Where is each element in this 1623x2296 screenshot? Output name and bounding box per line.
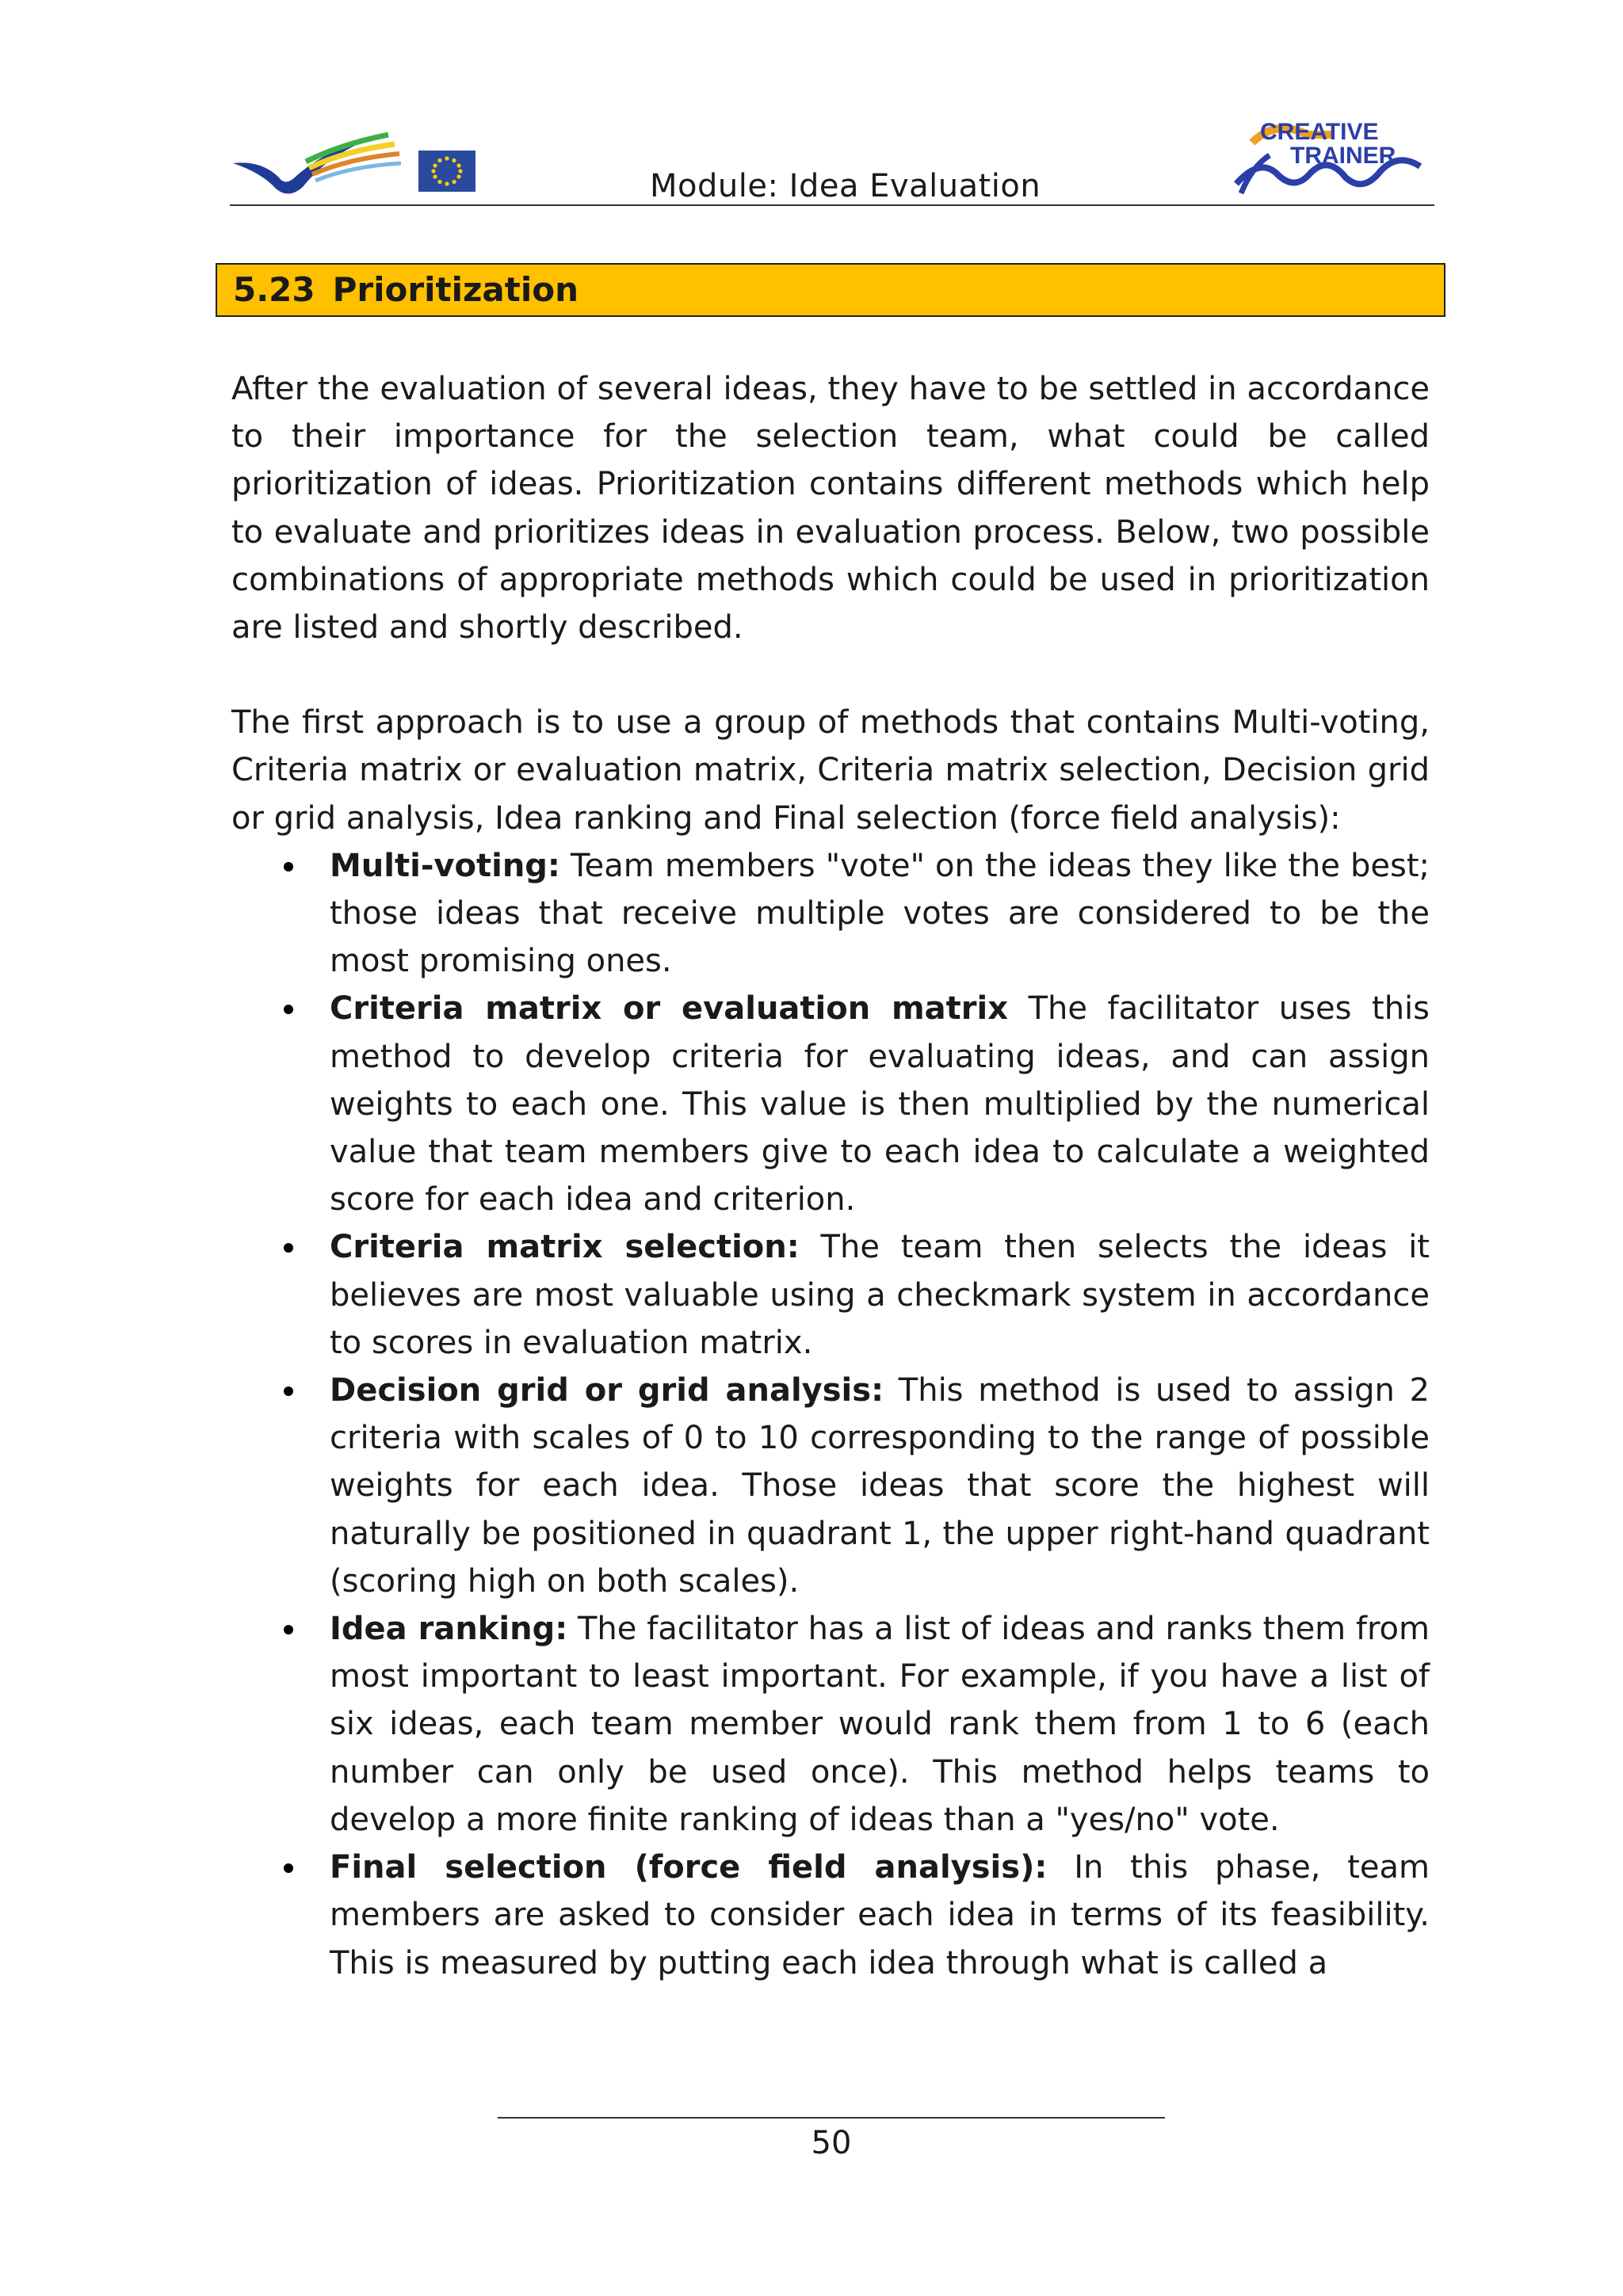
module-title: Module: Idea Evaluation [650,168,1041,204]
method-term: Final selection (force field analysis): [330,1849,1048,1886]
logo-text-creative: CREATIVE [1260,119,1379,145]
list-item [330,1223,1430,1367]
section-title: Prioritization [332,270,579,309]
eu-flag-icon [418,151,475,192]
list-item [330,1367,1430,1605]
method-description: This method is used to assign 2 criteria with scales of 0 to 10 corresponding to the range of possible weights for each idea. Those ideas that score the highest will naturally be positioned in quadrant 1, the upper right-hand quadrant (scoring high on both scales). [330,1372,1430,1600]
method-term: Criteria matrix selection: [330,1229,800,1266]
list-item [330,842,1430,986]
method-description: In this phase, team members are asked to consider each idea in terms of its feasibility. This is measured by putting each idea through what is called a [330,1849,1430,1981]
logo-text-trainer: TRAINER [1290,143,1396,169]
method-term: Decision grid or grid analysis: [330,1372,884,1409]
method-term: Criteria matrix or evaluation matrix [330,990,1008,1028]
method-description: Team members "vote" on the ideas they like the best; those ideas that receive multiple votes are considered to be the most promising ones. [330,847,1430,980]
body-content [231,365,1430,1987]
approach-paragraph: The first approach is to use a group of methods that contains Multi-voting, Criteria matrix or evaluation matrix, Criteria matrix selection, Decision grid or grid analysis, Idea ranking and Final selection (force field analysis): [231,704,1430,837]
section-heading [216,263,1445,317]
list-item [330,985,1430,1223]
creative-trainer-logo-icon [1228,111,1426,198]
header-rule [230,204,1434,206]
page-number: 50 [811,2125,852,2161]
method-description: The facilitator has a list of ideas and ranks them from most important to least important. For example, if you have a list of six ideas, each team member would rank them from 1 to 6 (each number can only be used once). This method helps teams to develop a more finite ranking of ideas than a "yes/no" vote. [330,1611,1430,1838]
method-description: The team then selects the ideas it believes are most valuable using a checkmark system in accordance to scores in evaluation matrix. [330,1229,1430,1361]
intro-paragraph: After the evaluation of several ideas, they have to be settled in accordance to their importance for the selection team, what could be called prioritization of ideas. Prioritization contains different methods which help to evaluate and prioritizes ideas in evaluation process. Below, two possible combinations of appropriate methods which could be used in prioritization are listed and shortly described. [231,371,1430,646]
program-logo-icon [230,127,404,198]
footer-rule [498,2117,1165,2119]
methods-list [231,842,1430,1987]
list-item [330,1605,1430,1844]
method-term: Multi-voting: [330,847,560,884]
section-number: 5.23 [233,270,315,309]
list-item [330,1844,1430,1987]
method-description: The facilitator uses this method to develop criteria for evaluating ideas, and can assign weights to each one. This value is then multiplied by the numerical value that team members give to each idea to calculate a weighted score for each idea and criterion. [330,990,1430,1219]
method-term: Idea ranking: [330,1611,568,1648]
page-header [230,111,1434,206]
